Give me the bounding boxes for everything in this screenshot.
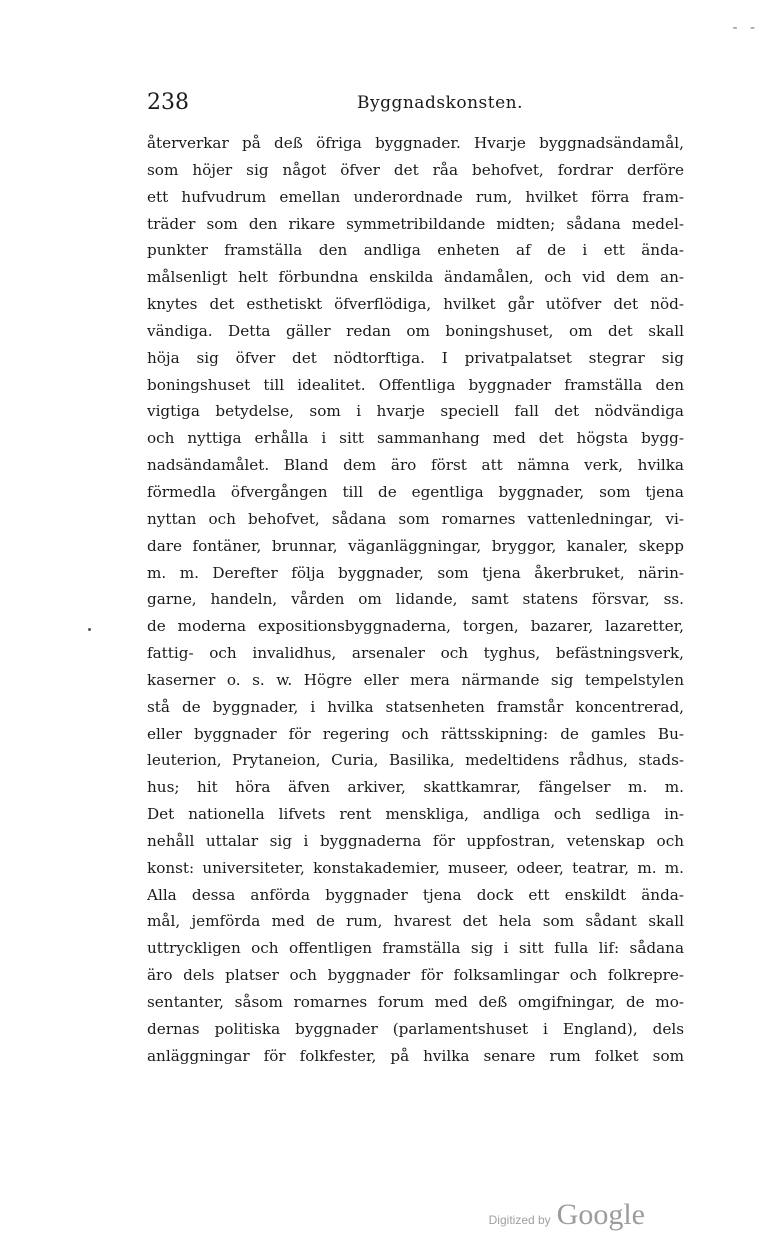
text-line: m. m. Derefter följa byggnader, som tjena åkerbruket, närin- bbox=[147, 563, 684, 582]
text-line: kaserner o. s. w. Högre eller mera närmande sig tempelstylen bbox=[147, 670, 684, 689]
text-line: Alla dessa anförda byggnader tjena dock ett enskildt ända- bbox=[147, 885, 684, 904]
text-line: höja sig öfver det nödtorftiga. I privatpalatset stegrar sig bbox=[147, 348, 684, 367]
text-line: boningshuset till idealitet. Offentliga byggnader framställa den bbox=[147, 375, 684, 394]
watermark-brand: Google bbox=[556, 1198, 645, 1231]
text-line: och nyttiga erhålla i sitt sammanhang med det högsta bygg- bbox=[147, 429, 684, 448]
text-line: hus; hit höra äfven arkiver, skattkamrar, fängelser m. m. bbox=[147, 778, 684, 797]
text-line: konst: universiteter, konstakademier, museer, odeer, teatrar, m. m. bbox=[147, 858, 684, 877]
text-line: nadsändamålet. Bland dem äro först att nämna verk, hvilka bbox=[147, 456, 684, 475]
text-line: knytes det esthetiskt öfverflödiga, hvilket går utöfver det nöd- bbox=[147, 295, 684, 314]
text-line: mål, jemförda med de rum, hvarest det hela som sådant skall bbox=[147, 912, 684, 931]
text-line: garne, handeln, vården om lidande, samt statens försvar, ss. bbox=[147, 590, 684, 609]
stray-ink-mark bbox=[88, 628, 91, 631]
text-line: äro dels platser och byggnader för folksamlingar och folkrepre- bbox=[147, 966, 684, 985]
text-line: dare fontäner, brunnar, väganläggningar, bryggor, kanaler, skepp bbox=[147, 536, 684, 555]
text-line: nyttan och behofvet, sådana som romarnes vattenledningar, vi- bbox=[147, 509, 684, 528]
text-line: stå de byggnader, i hvilka statsenheten framstår koncentrerad, bbox=[147, 697, 684, 716]
text-line: leuterion, Prytaneion, Curia, Basilika, medeltidens rådhus, stads- bbox=[147, 751, 684, 770]
text-line: uttryckligen och offentligen framställa sig i sitt fulla lif: sådana bbox=[147, 939, 684, 958]
body-text bbox=[147, 130, 684, 1070]
watermark-prefix: Digitized by bbox=[488, 1213, 551, 1227]
text-line: sentanter, såsom romarnes forum med deß omgifningar, de mo- bbox=[147, 993, 684, 1011]
text-line: vigtiga betydelse, som i hvarje speciell fall det nödvändiga bbox=[147, 402, 684, 421]
text-line: nehåll uttalar sig i byggnaderna för uppfostran, vetenskap och bbox=[147, 831, 684, 850]
text-line: fattig- och invalidhus, arsenaler och tyghus, befästningsverk, bbox=[147, 644, 684, 663]
text-line: Det nationella lifvets rent menskliga, andliga och sedliga in- bbox=[147, 805, 684, 824]
text-line: de moderna expositionsbyggnaderna, torgen, bazarer, lazaretter, bbox=[147, 617, 684, 636]
text-line: dernas politiska byggnader (parlamentshuset i England), dels bbox=[147, 1019, 684, 1038]
page-header bbox=[147, 90, 684, 120]
text-line: vändiga. Detta gäller redan om boningshuset, om det skall bbox=[147, 321, 684, 340]
text-line: eller byggnader för regering och rättsskipning: de gamles Bu- bbox=[147, 724, 684, 743]
text-line: ett hufvudrum emellan underordnade rum, hvilket förra fram- bbox=[147, 187, 684, 206]
text-line: träder som den rikare symmetribildande midten; sådana medel- bbox=[147, 214, 684, 233]
text-line: anläggningar för folkfester, på hvilka senare rum folket som bbox=[147, 1046, 684, 1065]
corner-mark: - - bbox=[732, 20, 759, 36]
text-line: målsenligt helt förbundna enskilda ändamålen, och vid dem an- bbox=[147, 268, 684, 287]
text-line: punkter framställa den andliga enheten af de i ett ända- bbox=[147, 241, 684, 260]
running-title: Byggnadskonsten. bbox=[357, 93, 524, 113]
text-line: förmedla öfvergången till de egentliga byggnader, som tjena bbox=[147, 482, 684, 501]
text-line: återverkar på deß öfriga byggnader. Hvarje byggnadsändamål, bbox=[147, 134, 684, 152]
digitization-watermark bbox=[489, 1198, 645, 1232]
page-number: 238 bbox=[147, 90, 189, 115]
text-line: som höjer sig något öfver det råa behofvet, fordrar derföre bbox=[147, 160, 684, 179]
